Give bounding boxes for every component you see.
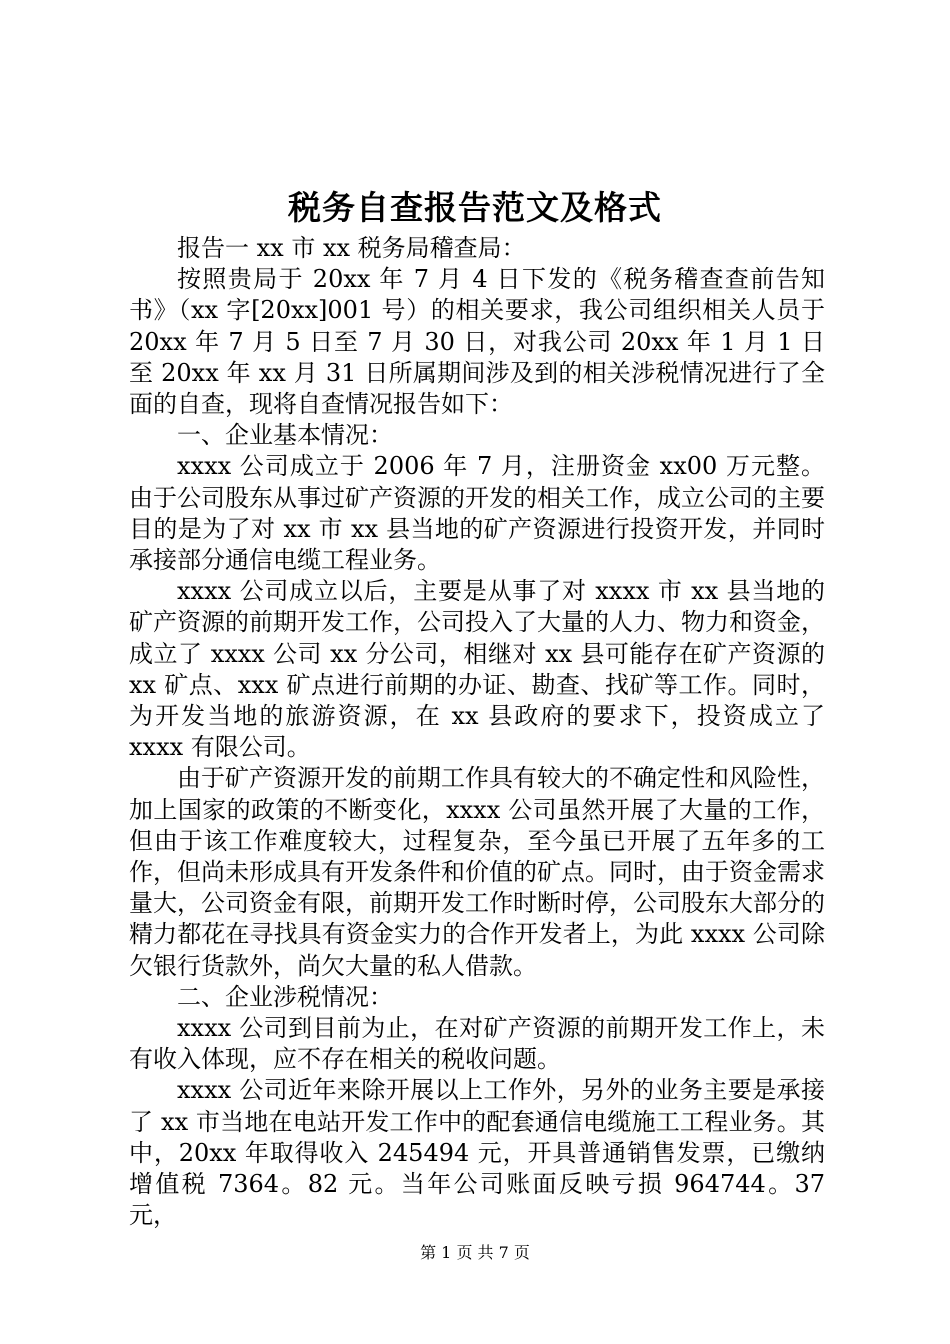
paragraph-risk: 由于矿产资源开发的前期工作具有较大的不确定性和风险性，加上国家的政策的不断变化，xxxx 公司虽然开展了大量的工作，但由于该工作难度较大，过程复杂，至今虽已开展了五年多的工作，但尚未形成具有开发条件和价值的矿点。同时，由于资金需求量大，公司资金有限，前期开发工作时断时停，公司股东大部分的精力都花在寻找具有资金实力的合作开发者上，为此 xxxx 公司除欠银行货款外，尚欠大量的私人借款。 bbox=[129, 764, 825, 980]
document-title: 税务自查报告范文及格式 bbox=[288, 188, 662, 227]
paragraph-intro: 按照贵局于 20xx 年 7 月 4 日下发的《税务稽查查前告知书》（xx 字[20xx]001 号）的相关要求，我公司组织相关人员于 20xx 年 7 月 5 日至 7 月 30 日，对我公司 20xx 年 1 月 1 日至 20xx 年 xx 月 31 日所属期间涉及到的相关涉税情况进行了全面的自查，现将自查情况报告如下： bbox=[129, 265, 825, 419]
section-heading-basic-info: 一、企业基本情况： bbox=[177, 421, 393, 450]
paragraph-cable-business: xxxx 公司近年来除开展以上工作外，另外的业务主要是承接了 xx 市当地在电站开发工作中的配套通信电缆施工工程业务。其中，20xx 年取得收入 245494 元，开具普通销售发票，已缴纳增值税 7364。82 元。当年公司账面反映亏损 964744。37 元， bbox=[129, 1076, 825, 1230]
paragraph-company-activities: xxxx 公司成立以后，主要是从事了对 xxxx 市 xx 县当地的矿产资源的前期开发工作，公司投入了大量的人力、物力和资金，成立了 xxxx 公司 xx 分公司，相继对 xx 县可能存在矿产资源的 xx 矿点、xxx 矿点进行前期的办证、勘查、找矿等工作。同时，为开发当地的旅游资源，在 xx 县政府的要求下，投资成立了 xxxx 有限公司。 bbox=[129, 577, 825, 762]
section-heading-tax-info: 二、企业涉税情况： bbox=[177, 982, 393, 1011]
paragraph-salutation: 报告一 xx 市 xx 税务局稽查局： bbox=[177, 234, 526, 262]
paragraph-no-income: xxxx 公司到目前为止，在对矿产资源的前期开发工作上，未有收入体现，应不存在相关的税收问题。 bbox=[129, 1014, 825, 1074]
document-body bbox=[129, 233, 825, 1232]
page-number-footer: 第 1 页 共 7 页 bbox=[420, 1243, 530, 1262]
paragraph-company-founding: xxxx 公司成立于 2006 年 7 月，注册资金 xx00 万元整。由于公司股东从事过矿产资源的开发的相关工作，成立公司的主要目的是为了对 xx 市 xx 县当地的矿产资源进行投资开发，并同时承接部分通信电缆工程业务。 bbox=[129, 452, 825, 575]
